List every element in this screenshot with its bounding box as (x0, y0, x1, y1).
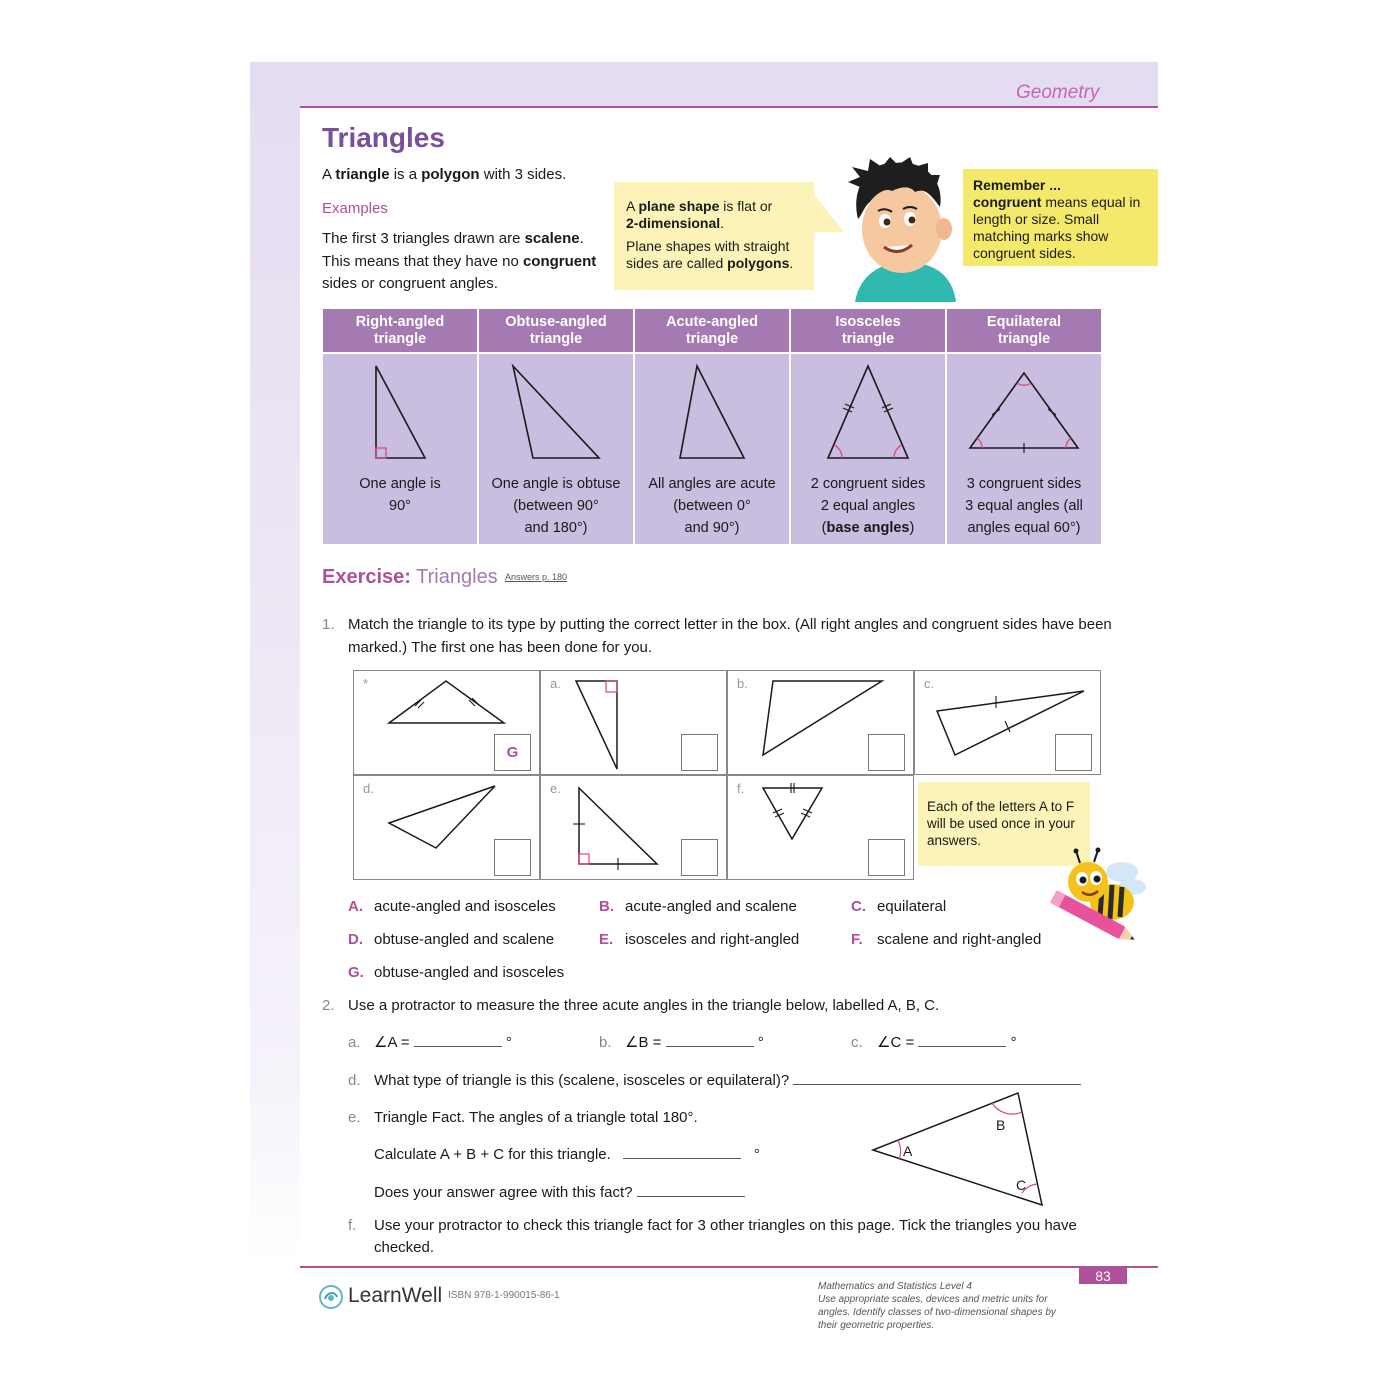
triangle-definition (322, 164, 566, 187)
part-letter: d. (348, 1072, 361, 1089)
type-desc-line: One angle is (359, 476, 441, 492)
brand-name: LearnWell (348, 1284, 443, 1307)
header-rule (300, 106, 1158, 108)
q2-part-a (348, 1032, 512, 1054)
answer-box[interactable]: G (494, 734, 531, 771)
question-2 (322, 995, 939, 1018)
question-1 (322, 614, 1112, 659)
angle-label: ∠C = (877, 1034, 915, 1051)
type-desc-line: 90° (389, 498, 411, 514)
cell-letter: d. (363, 781, 374, 796)
type-column-equilateral (947, 309, 1101, 544)
type-header (635, 309, 789, 352)
part-letter: f. (348, 1217, 357, 1234)
type-description: 2 congruent sides 2 equal angles (base angles) (791, 473, 945, 539)
cell-letter: b. (737, 676, 748, 691)
option-letter: G. (348, 964, 364, 981)
bubble-term: polygons (727, 255, 790, 271)
triangle-type-answer-blank[interactable] (793, 1070, 1081, 1085)
degree-symbol: ° (757, 1034, 764, 1051)
vertex-label-b: B (996, 1117, 1006, 1133)
type-desc-term: base angles (826, 520, 910, 536)
type-header-line: triangle (529, 331, 583, 347)
type-desc-line: 2 equal angles (820, 498, 916, 514)
angle-b-answer-blank[interactable] (666, 1032, 754, 1047)
part-text: What type of triangle is this (scalene, isosceles or equilateral)? (374, 1072, 790, 1089)
vertex-label-a: A (903, 1143, 913, 1159)
match-cell-e (540, 775, 727, 880)
match-cell-a (540, 670, 727, 775)
remember-note (963, 169, 1158, 266)
type-header (323, 309, 477, 352)
type-header-line: triangle (841, 331, 895, 347)
part-text: Calculate A + B + C for this triangle. (374, 1146, 611, 1163)
type-description (479, 473, 633, 539)
hint-speech-bubble: Each of the letters A to F will be used once in your answers. (918, 782, 1090, 866)
answer-box[interactable] (681, 839, 718, 876)
q2-part-d (348, 1070, 1081, 1092)
answer-box[interactable] (1055, 734, 1092, 771)
page-number: 83 (1079, 1268, 1127, 1284)
remember-term: congruent (973, 194, 1042, 210)
remember-text: means equal in length or size. Small matching marks show congruent sides. (973, 194, 1141, 261)
part-letter: b. (599, 1034, 612, 1051)
agree-answer-blank[interactable] (637, 1182, 745, 1197)
match-cell-f (727, 775, 914, 880)
type-desc-line: (between 90° (513, 498, 599, 514)
q2-part-e (348, 1107, 698, 1129)
type-body (635, 354, 789, 544)
curriculum-line: Use appropriate scales, devices and metric units for angles. Identify classes of two-dimensional shapes by their geometric properties. (818, 1294, 1056, 1331)
option-letter: A. (348, 898, 363, 915)
curriculum-note (818, 1280, 1068, 1332)
type-desc-line: 2 congruent sides (810, 476, 926, 492)
type-header-line: triangle (685, 331, 739, 347)
option-text: isosceles and right-angled (625, 931, 800, 948)
option-text: acute-angled and isosceles (374, 898, 556, 915)
q2-part-b (599, 1032, 764, 1054)
type-desc-line: angles equal 60°) (967, 520, 1081, 536)
examples-heading: Examples (322, 200, 388, 217)
degree-symbol: ° (753, 1146, 760, 1163)
option-letter: F. (851, 931, 863, 948)
type-column-right-angled (323, 309, 477, 544)
cell-letter: e. (550, 781, 561, 796)
exercise-label: Exercise: (322, 566, 411, 588)
type-column-isosceles (791, 309, 945, 544)
bubble-text: A (626, 198, 639, 214)
option-letter: C. (851, 898, 866, 915)
part-letter: a. (348, 1034, 361, 1051)
abc-triangle-diagram (870, 1090, 1050, 1210)
part-text: Use your protractor to check this triangle fact for 3 other triangles on this page. Tick the triangles you have checked. (374, 1217, 1077, 1256)
type-description (947, 473, 1101, 539)
type-desc-line: One angle is obtuse (491, 476, 621, 492)
bubble-text: . (789, 255, 794, 271)
question-text: Use a protractor to measure the three acute angles in the triangle below, labelled A, B, C. (348, 997, 940, 1014)
match-cell-d (353, 775, 540, 880)
isbn: ISBN 978-1-990015-86-1 (448, 1290, 560, 1301)
type-desc-line: and 180°) (524, 520, 588, 536)
examples-line: This means that they have no (322, 252, 523, 270)
type-column-acute-angled (635, 309, 789, 544)
option-a (348, 898, 556, 915)
type-header-line: Obtuse-angled (505, 314, 607, 330)
boy-character-icon (840, 157, 960, 302)
type-header (947, 309, 1101, 352)
type-body (791, 354, 945, 544)
examples-line: The first 3 triangles drawn are (322, 230, 525, 247)
answer-box[interactable] (868, 734, 905, 771)
examples-term: congruent (522, 252, 597, 270)
type-column-obtuse-angled (479, 309, 633, 544)
type-header-line: triangle (373, 331, 427, 347)
type-desc-line: (between 0° (673, 498, 751, 514)
answer-box[interactable] (494, 839, 531, 876)
workbook-page (250, 62, 1158, 1342)
type-description (635, 473, 789, 539)
option-g (348, 964, 564, 981)
examples-line: sides or congruent angles. (322, 275, 498, 292)
option-b (599, 898, 797, 915)
q2-part-e-calc (374, 1144, 760, 1166)
type-header-line: triangle (997, 331, 1051, 347)
option-e (599, 931, 799, 948)
part-letter: e. (348, 1109, 361, 1126)
option-c (851, 898, 946, 915)
type-desc-line: 3 congruent sides (966, 476, 1082, 492)
bubble-text: is flat or (719, 198, 773, 214)
cell-letter: a. (550, 676, 561, 691)
angle-label: ∠B = (625, 1034, 662, 1051)
bubble-text: Plane shapes with straight sides are called (626, 238, 790, 271)
bubble-term: plane shape (638, 198, 720, 214)
type-description (323, 473, 477, 517)
bubble-term: 2-dimensional (626, 215, 721, 231)
q2-part-c (851, 1032, 1017, 1054)
learnwell-logo-icon (318, 1284, 344, 1310)
angle-label: ∠A = (374, 1034, 410, 1051)
question-text: Match the triangle to its type by putting the correct letter in the box. (All right angles and congruent sides have been marked.) The first one has been done for you. (348, 616, 1112, 656)
definition-text: A (322, 166, 336, 183)
degree-symbol: ° (505, 1034, 512, 1051)
option-text: obtuse-angled and isosceles (374, 964, 565, 981)
definition-term: triangle (335, 166, 390, 183)
cell-letter: f. (737, 781, 745, 796)
vertex-label-c: C (1016, 1177, 1027, 1193)
definition-text: is a (389, 166, 422, 183)
exercise-name: Triangles (416, 566, 498, 588)
cell-letter: c. (924, 676, 935, 691)
examples-line: . (579, 230, 584, 247)
option-letter: E. (599, 931, 614, 948)
page-title: Triangles (322, 122, 445, 153)
type-desc-line: and 90°) (684, 520, 740, 536)
answers-reference-link[interactable]: Answers p. 180 (505, 572, 568, 582)
type-header-line: Equilateral (986, 314, 1062, 330)
q2-part-e-agree (374, 1182, 745, 1204)
option-letter: B. (599, 898, 614, 915)
option-text: obtuse-angled and scalene (374, 931, 555, 948)
exercise-title (322, 566, 498, 589)
examples-term: scalene (524, 230, 580, 247)
answer-box[interactable] (681, 734, 718, 771)
triangle-types-table (323, 309, 1102, 544)
remember-heading: Remember ... (973, 177, 1061, 193)
option-text: scalene and right-angled (877, 931, 1042, 948)
angle-c-answer-blank[interactable] (918, 1032, 1006, 1047)
part-letter: c. (851, 1034, 863, 1051)
angle-a-answer-blank[interactable] (414, 1032, 502, 1047)
type-body (479, 354, 633, 544)
q2-part-f (348, 1215, 1088, 1259)
curriculum-line: Mathematics and Statistics Level 4 (818, 1281, 972, 1292)
section-label: Geometry (1016, 82, 1100, 103)
part-text: Triangle Fact. The angles of a triangle total 180°. (374, 1109, 698, 1126)
angle-sum-answer-blank[interactable] (623, 1144, 741, 1159)
left-margin-band (250, 62, 300, 1262)
option-letter: D. (348, 931, 363, 948)
type-desc-line: All angles are acute (648, 476, 776, 492)
type-header (791, 309, 945, 352)
cell-letter: * (363, 676, 369, 691)
type-header (479, 309, 633, 352)
bubble-text: . (720, 215, 725, 231)
footer-rule (300, 1266, 1158, 1268)
type-header-line: Acute-angled (666, 314, 758, 330)
question-number: 2. (322, 997, 335, 1014)
match-cell-b (727, 670, 914, 775)
option-d (348, 931, 554, 948)
examples-text (322, 228, 622, 296)
definition-text: with 3 sides. (479, 166, 567, 183)
type-body (947, 354, 1101, 544)
option-text: acute-angled and scalene (625, 898, 797, 915)
bee-with-pencil-icon (1040, 847, 1150, 947)
degree-symbol: ° (1010, 1034, 1017, 1051)
match-cell-c (914, 670, 1101, 775)
option-f (851, 931, 1041, 948)
option-text: equilateral (877, 898, 947, 915)
type-header-line: Right-angled (355, 314, 445, 330)
answer-box[interactable] (868, 839, 905, 876)
match-cell-example (353, 670, 540, 775)
part-text: Does your answer agree with this fact? (374, 1184, 633, 1201)
question-number: 1. (322, 616, 335, 633)
type-header-line: Isosceles (835, 314, 901, 330)
type-desc-line: 3 equal angles (all (965, 498, 1083, 514)
definition-term: polygon (421, 166, 480, 183)
plane-shape-speech-bubble (614, 182, 814, 290)
type-body (323, 354, 477, 544)
